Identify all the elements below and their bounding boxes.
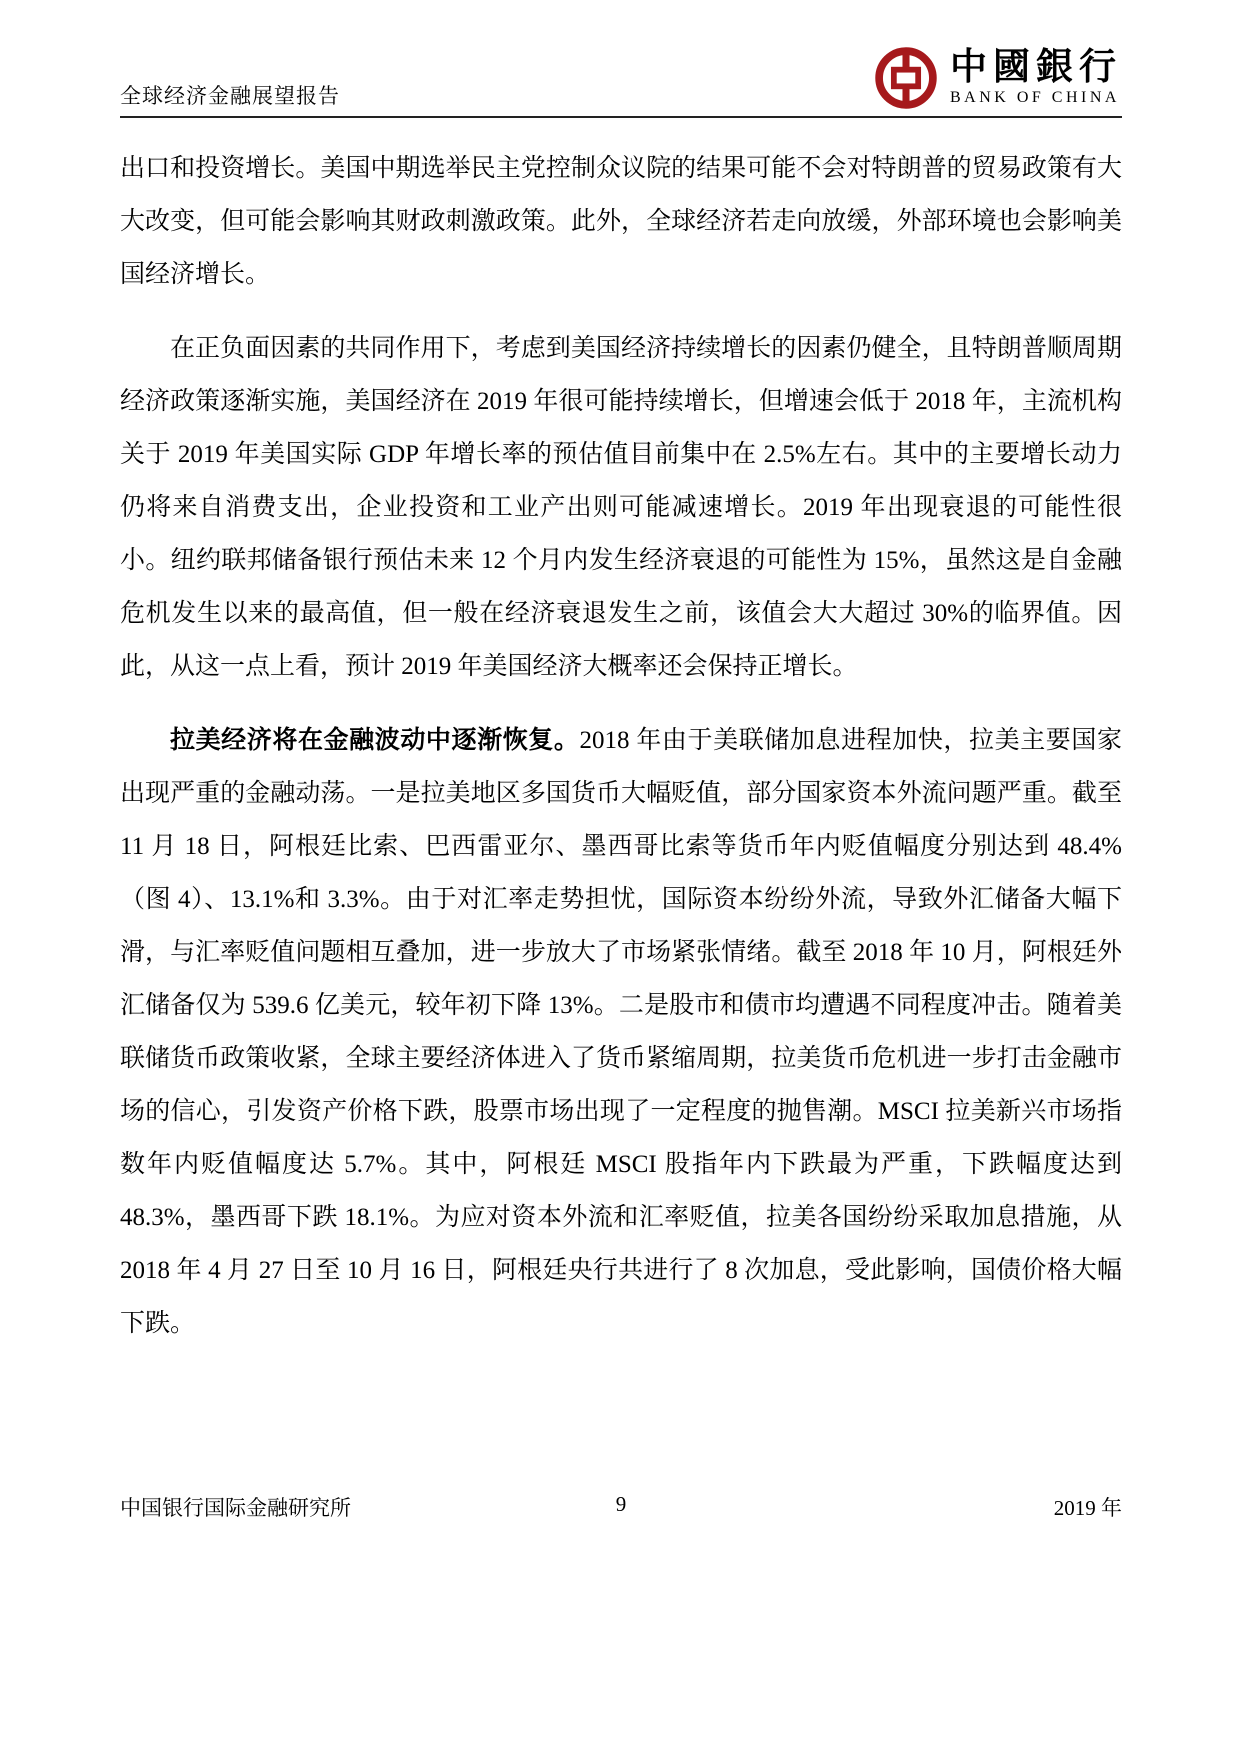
paragraph-us-trade-policy: 出口和投资增长。美国中期选举民主党控制众议院的结果可能不会对特朗普的贸易政策有大大改变，但可能会影响其财政刺激政策。此外，全球经济若走向放缓，外部环境也会影响美国经济增长。 [120,155,1122,288]
boc-coin-emblem-icon [874,46,938,110]
paragraph-latam-recovery [120,714,1122,1350]
document-body [120,142,1122,1350]
boc-logo-text [950,46,1122,108]
bank-of-china-logo [874,46,1122,112]
page-header [120,40,1122,118]
page-number: 9 [615,1492,627,1516]
page-content [120,40,1122,1371]
paragraph-latam-text: 2018 年由于美联储加息进程加快，拉美主要国家出现严重的金融动荡。一是拉美地区多国货币大幅贬值，部分国家资本外流问题严重。截至 11 月 18 日，阿根廷比索、巴西雷亚尔、墨西哥比索等货币年内贬值幅度分别达到 48.4%（图 4）、13.1%和 3.3%。由于对汇率走势担忧，国际资本纷纷外流，导致外汇储备大幅下滑，与汇率贬值问题相互叠加，进一步放大了市场紧张情绪。截至 2018 年 10 月，阿根廷外汇储备仅为 539.6 亿美元，较年初下降 13%。二是股市和债市均遭遇不同程度冲击。随着美联储货币政策收紧，全球主要经济体进入了货币紧缩周期，拉美货币危机进一步打击金融市场的信心，引发资产价格下跌，股票市场出现了一定程度的抛售潮。MSCI 拉美新兴市场指数年内贬值幅度达 5.7%。其中，阿根廷 MSCI 股指年内下跌最为严重，下跌幅度达到 48.3%，墨西哥下跌 18.1%。为应对资本外流和汇率贬值，拉美各国纷纷采取加息措施，从 2018 年 4 月 27 日至 10 月 16 日，阿根廷央行共进行了 8 次加息，受此影响，国债价格大幅下跌。 [120,727,1122,1337]
paragraph-us-growth-outlook: 在正负面因素的共同作用下，考虑到美国经济持续增长的因素仍健全，且特朗普顺周期经济政策逐渐实施，美国经济在 2019 年很可能持续增长，但增速会低于 2018 年，主流机构关于 2019 年美国实际 GDP 年增长率的预估值目前集中在 2.5%左右。其中的主要增长动力仍将来自消费支出，企业投资和工业产出则可能减速增长。2019 年出现衰退的可能性很小。纽约联邦储备银行预估未来 12 个月内发生经济衰退的可能性为 15%，虽然这是自金融危机发生以来的最高值，但一般在经济衰退发生之前，该值会大大超过 30%的临界值。因此，从这一点上看，预计 2019 年美国经济大概率还会保持正增长。 [120,335,1122,680]
boc-chinese-name: 中國銀行 [950,46,1122,88]
boc-english-name: BANK OF CHINA [950,89,1120,107]
report-title: 全球经济金融展望报告 [120,84,340,108]
page-footer [120,1492,1122,1522]
footer-institute: 中国银行国际金融研究所 [120,1496,351,1520]
footer-year: 2019 年 [1053,1496,1122,1520]
paragraph-bold-lead: 拉美经济将在金融波动中逐渐恢复。 [170,727,580,754]
